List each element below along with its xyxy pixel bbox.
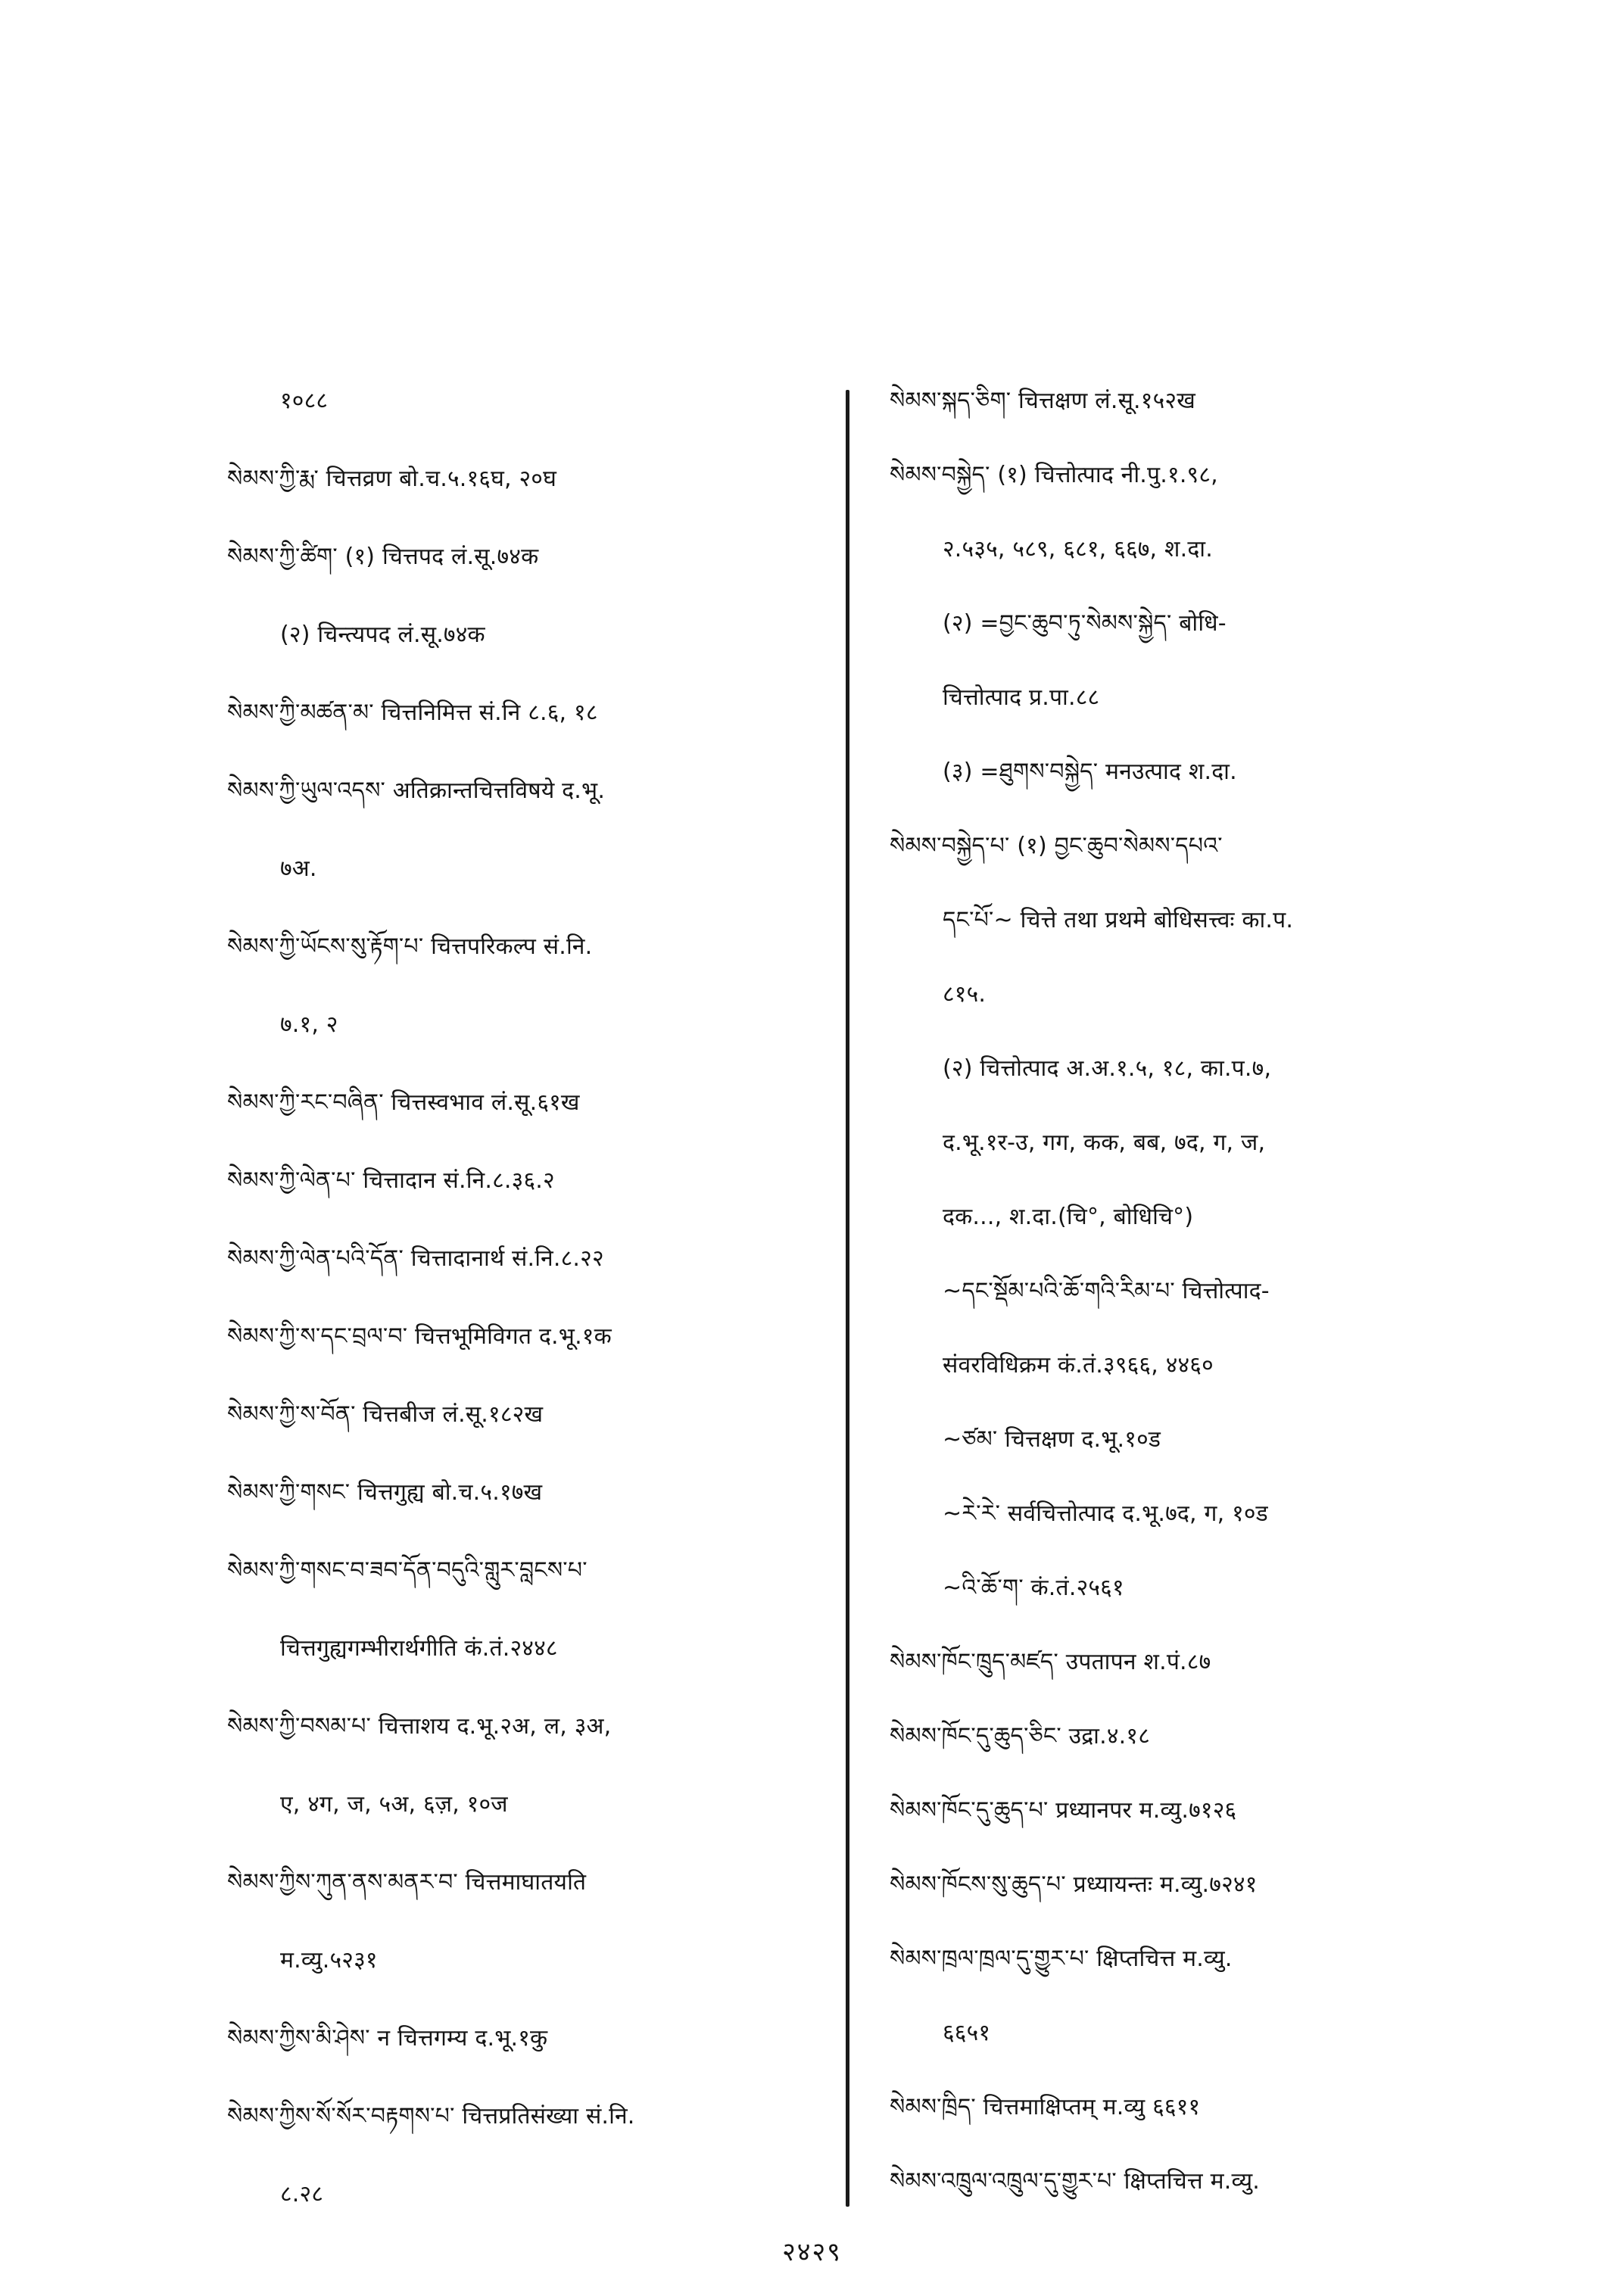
- entry-line: चित्तगुह्यगम्भीरार्थगीति कं.तं.२४४८: [280, 1635, 558, 1662]
- entry-line: སེམས་ཀྱིས་མི་ཤེས་ न चित्तगम्य द.भू.१कु: [227, 2025, 548, 2052]
- entry-line: སེམས་ཁོང་དུ་ཆུད་པ་ प्रध्यानपर म.व्यु.७१२६: [890, 1797, 1237, 1824]
- entry-line: སེམས་ཀྱི་ལེན་པའི་དོན་ चित्तादानार्थ सं.नि.८.२२: [227, 1245, 604, 1272]
- entry-line: (२) चित्तोत्पाद अ.अ.१.५, १८, का.प.७,: [943, 1055, 1272, 1082]
- entry-line: ~རེ་རེ་ सर्वचित्तोत्पाद द.भू.७द, ग, १०ड: [943, 1500, 1268, 1527]
- entry-line: སེམས་སྐད་ཅིག་ चित्तक्षण लं.सू.१५२ख: [890, 388, 1195, 414]
- entry-line: ~ཙམ་ चित्तक्षण द.भू.१०ड: [943, 1426, 1161, 1453]
- entry-line: སེམས་ཀྱི་བསམ་པ་ चित्ताशय द.भू.२अ, ल, ३अ,: [227, 1713, 612, 1740]
- entry-line: ८१५.: [943, 981, 987, 1008]
- entry-line: སེམས་ཀྱི་ས་བོན་ चित्तबीज लं.सू.१८२ख: [227, 1401, 544, 1428]
- entry-line: སེམས་ཀྱི་གསང་བ་ཟབ་དོན་བདུའི་གླུར་བླངས་པ་: [227, 1557, 588, 1584]
- entry-line: दक..., श.दा.(चि°, बोधिचि°): [943, 1204, 1194, 1230]
- entry-line: ए, ४ग, ज, ५अ, ६ज़, १०ज: [280, 1791, 508, 1818]
- entry-line: (३) =ཐུགས་བསྐྱེད་ मनउत्पाद श.दा.: [943, 759, 1237, 785]
- entry-line: २.५३५, ५८९, ६८१, ६६७, श.दा.: [943, 536, 1213, 562]
- entry-line: ७अ.: [280, 855, 317, 882]
- entry-line: चित्तोत्पाद प्र.पा.८८: [943, 684, 1100, 711]
- page-number: २४२९: [782, 2237, 842, 2267]
- entry-line: སེམས་ཀྱི་རྨ་ चित्तव्रण बो.च.५.१६घ, २०घ: [227, 466, 557, 492]
- entry-line: (२) चिन्त्यपद लं.सू.७४क: [280, 622, 485, 648]
- entry-line: ७.१, २: [280, 1011, 338, 1038]
- entry-line: སེམས་ཁོང་ཁྲུད་མཛད་ उपतापन श.पं.८७: [890, 1649, 1211, 1675]
- entry-line: སེམས་ཀྱི་ཡུལ་འདས་ अतिक्रान्तचित्तविषये द.भू.: [227, 777, 606, 804]
- entry-line: སེམས་ཁོངས་སུ་ཆུད་པ་ प्रध्यायन्तः म.व्यु.७२४१: [890, 1871, 1258, 1898]
- entry-line: སེམས་ཀྱིས་སོ་སོར་བརྟགས་པ་ चित्तप्रतिसंख्या सं.नि.: [227, 2103, 635, 2129]
- entry-line: སེམས་ཀྱི་མཚན་མ་ चित्तनिमित्त सं.नि ८.६, १८: [227, 699, 598, 726]
- entry-line: ~འི་ཆོ་ག་ कं.तं.२५६१: [943, 1575, 1124, 1601]
- entry-line: སེམས་ཀྱི་ས་དང་བྲལ་བ་ चित्तभूमिविगत द.भू.१क: [227, 1323, 612, 1350]
- entry-line: संवरविधिक्रम कं.तं.३९६६, ४४६०: [943, 1352, 1214, 1379]
- entry-line: म.व्यु.५२३१: [280, 1947, 378, 1974]
- entry-line: १०८८: [280, 388, 329, 414]
- entry-line: སེམས་ཀྱི་རང་བཞིན་ चित्तस्वभाव लं.सू.६१ख: [227, 1089, 580, 1116]
- column-divider: [846, 390, 849, 2207]
- entry-line: སེམས་བསྐྱེད་ (१) चित्तोत्पाद नी.पु.१.९८,: [890, 462, 1218, 488]
- entry-line: སེམས་ཀྱི་ལེན་པ་ चित्तादान सं.नि.८.३६.२: [227, 1167, 555, 1194]
- entry-line: སེམས་ཀྱི་ཚིག་ (१) चित्तपद लं.सू.७४क: [227, 544, 539, 570]
- entry-line: སེམས་ཀྱིས་ཀུན་ནས་མནར་བ་ चित्तमाघातयति: [227, 1869, 587, 1896]
- entry-line: ~དང་སྡོམ་པའི་ཆོ་གའི་རིམ་པ་ चित्तोत्पाद-: [943, 1278, 1270, 1304]
- entry-line: སེམས་འཁྲུལ་འཁྲུལ་དུ་གྱུར་པ་ क्षिप्तचित्त म.व्यु.: [890, 2168, 1261, 2195]
- entry-line: སེམས་ཀྱི་གསང་ चित्तगुह्य बो.च.५.१७ख: [227, 1479, 543, 1506]
- entry-line: द.भू.१र-उ, गग, कक, बब, ७द, ग, ज,: [943, 1129, 1266, 1156]
- entry-line: སེམས་ཁྲལ་ཁྲལ་དུ་གྱུར་པ་ क्षिप्तचित्त म.व्यु.: [890, 1946, 1233, 1972]
- entry-line: སེམས་བསྐྱེད་པ་ (१) བྱང་ཆུབ་སེམས་དཔའ་: [890, 833, 1223, 859]
- entry-line: སེམས་ཀྱི་ཡོངས་སུ་རྟོག་པ་ चित्तपरिकल्प सं.नि.: [227, 933, 593, 960]
- entry-line: སེམས་ཁྲིད་ चित्तमाक्षिप्तम् म.व्यु ६६११: [890, 2094, 1201, 2120]
- entry-line: དང་པོ་~ चित्ते तथा प्रथमे बोधिसत्त्वः का.प.: [943, 907, 1294, 933]
- entry-line: (२) =བྱང་ཆུབ་ཏུ་སེམས་སྐྱེད་ बोधि-: [943, 610, 1227, 637]
- entry-line: ६६५१: [943, 2020, 991, 2046]
- entry-line: སེམས་ཁོང་དུ་ཆུད་ཅིང་ उद्रा.४.१८: [890, 1723, 1151, 1749]
- entry-line: ८.२८: [280, 2181, 324, 2207]
